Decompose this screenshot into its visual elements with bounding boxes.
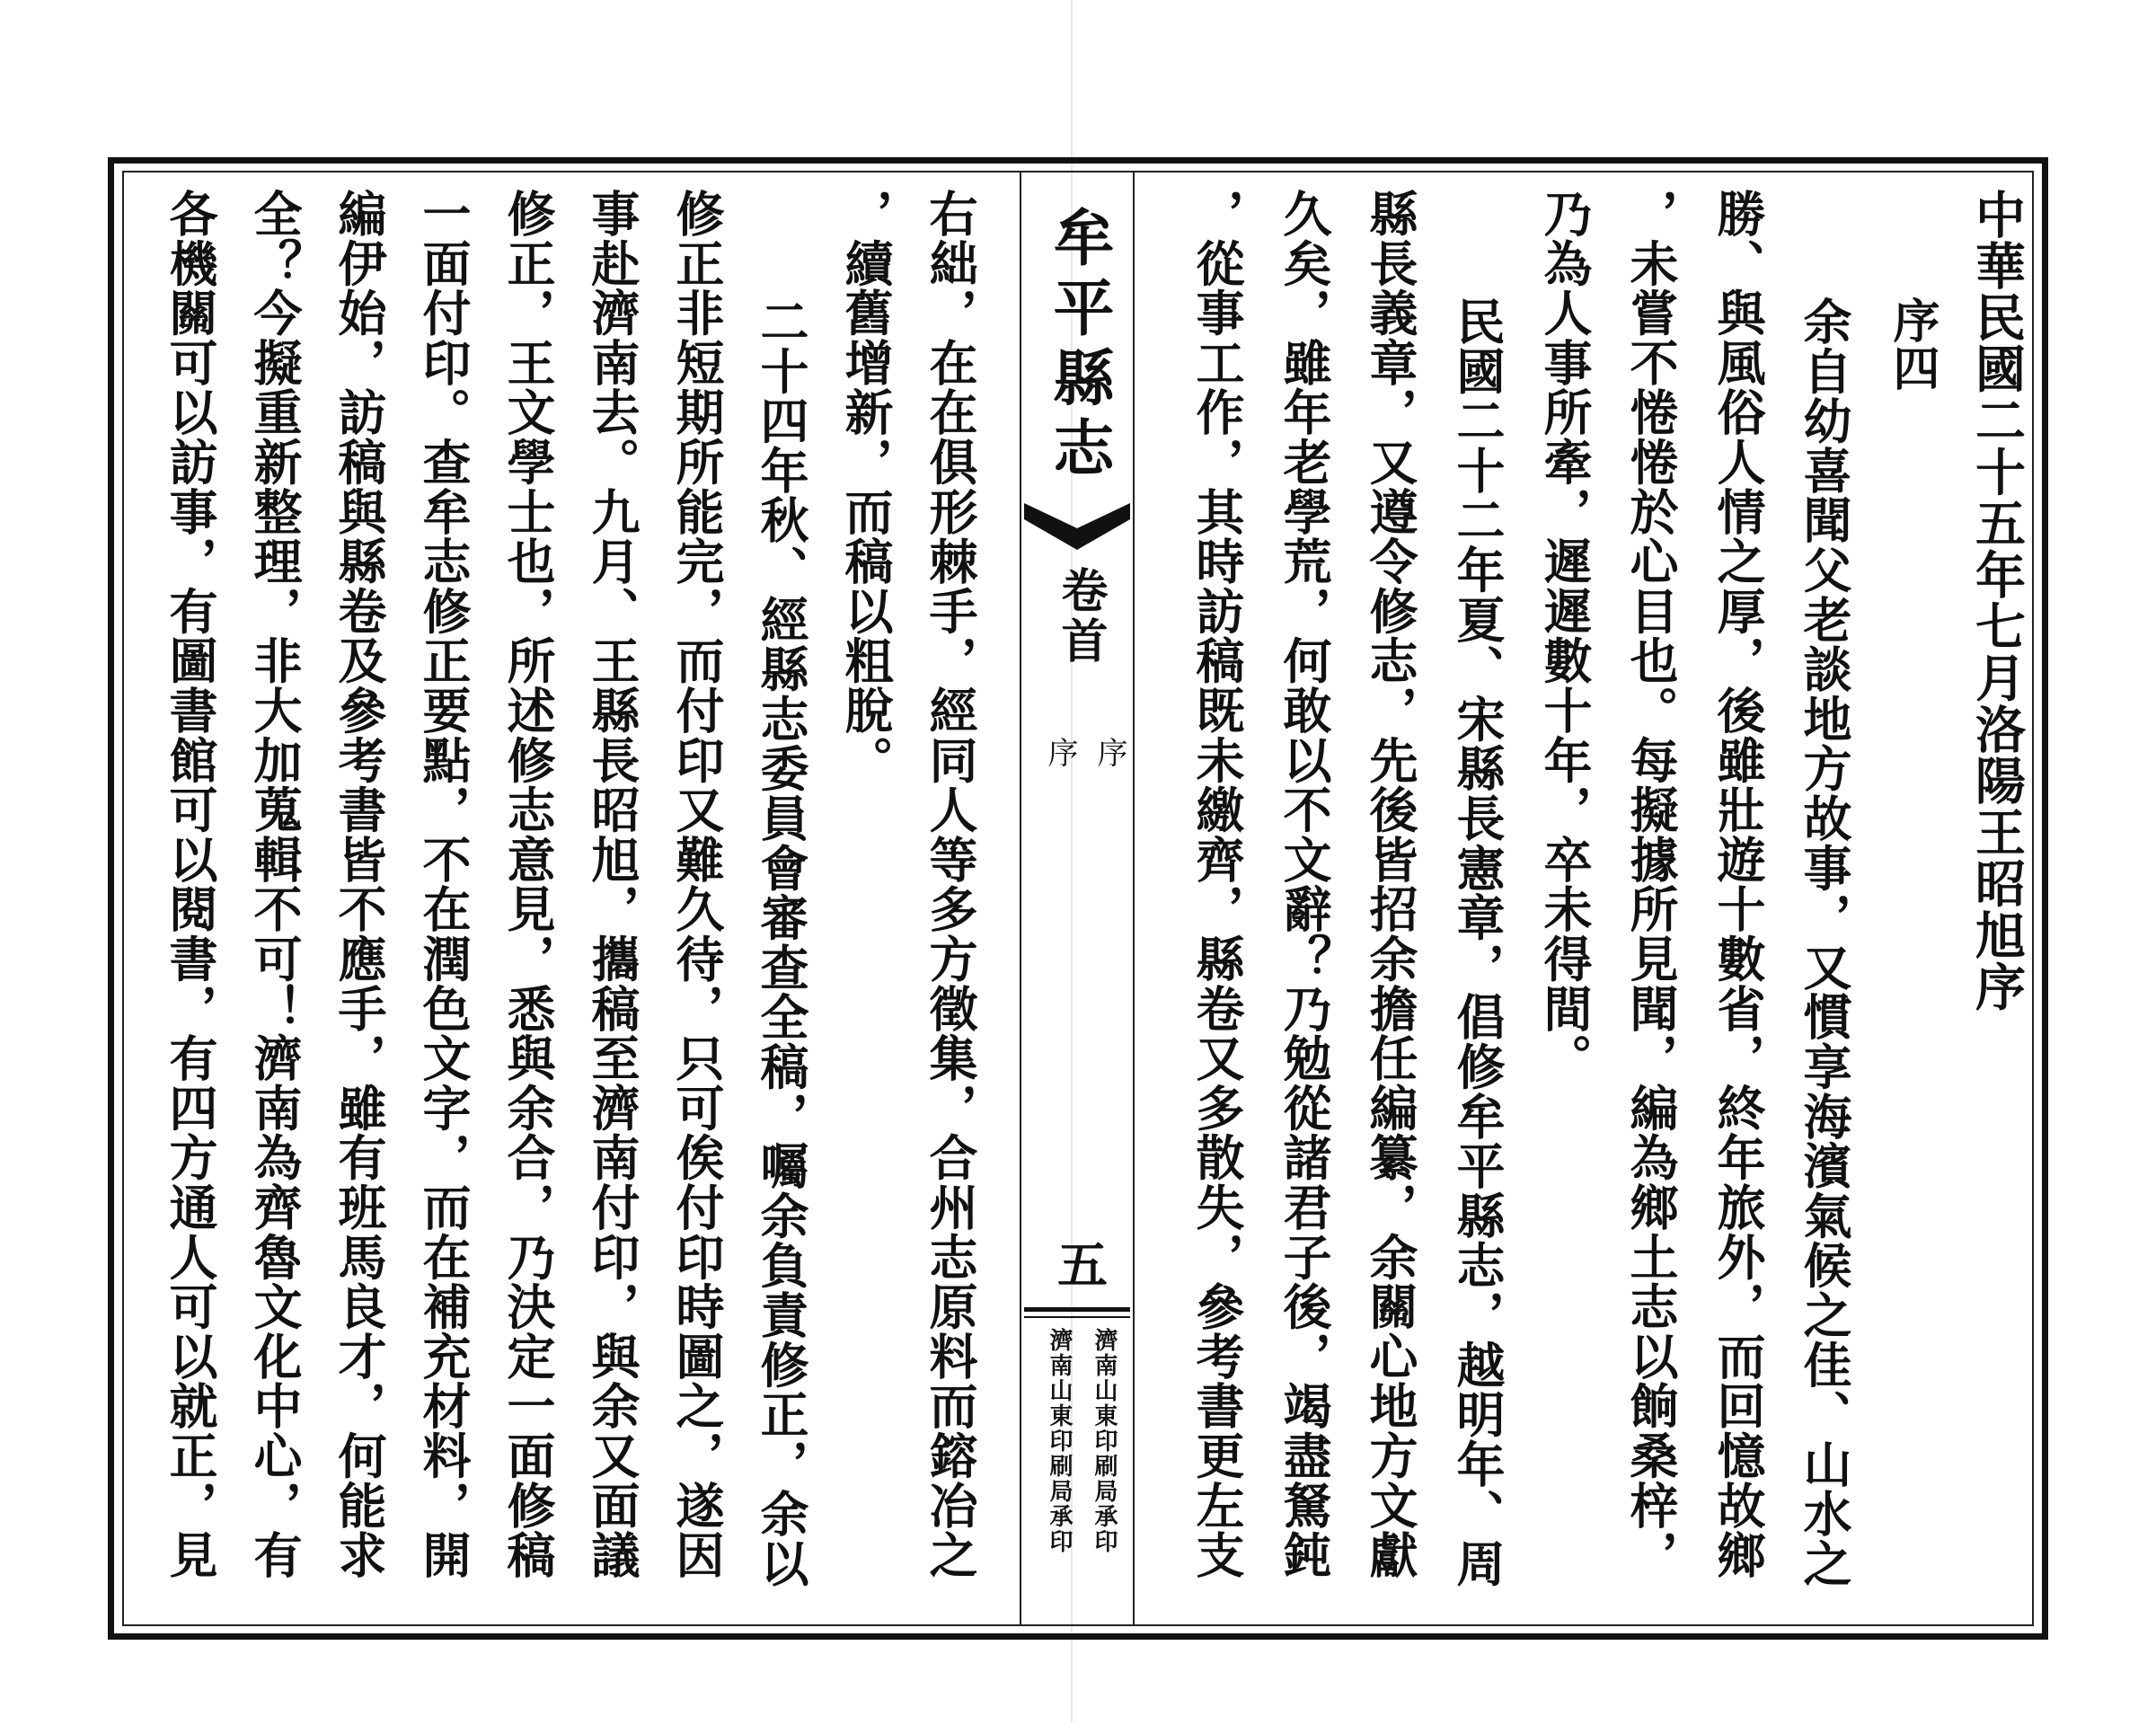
text-line: 右絀，在在俱形棘手，經同人等多方徵集，合州志原料而鎔冶之 [922, 189, 979, 1580]
preface-title-line: 中華民國二十五年七月洛陽王昭旭序 [1967, 189, 2027, 1013]
text-line: 修正，王文學士也，所述修志意見，悉與余合，乃決定一面修稿 [499, 189, 557, 1580]
text-line: 久矣，雖年老學荒，何敢以不文辭？乃勉從諸君子後，竭盡駑鈍 [1276, 189, 1333, 1580]
text-line: 全？今擬重新整理，非大加蒐輯不可！濟南為齊魯文化中心，有 [246, 189, 304, 1580]
page-number: 五 [1057, 1236, 1108, 1296]
section-label: 序 [1091, 737, 1127, 780]
text-line: 余自幼喜聞父老談地方故事，又慣享海濱氣候之佳、山水之 [1796, 296, 1853, 1588]
text-line: ，續舊增新，而稿以粗脫。 [837, 189, 895, 785]
text-line: 二十四年秋、經縣志委員會審查全稿，囑余負責修正，余以 [753, 296, 810, 1588]
text-line: 勝、與風俗人情之厚，後雖壯遊十數省，終年旅外，而回憶故鄉 [1710, 189, 1767, 1580]
text-line: 各機關可以訪事，有圖書館可以閱書，有四方通人可以就正，見 [162, 189, 219, 1580]
text-line: 一面付印。查牟志修正要點，不在潤色文字，而在補充材料，開 [415, 189, 473, 1580]
text-line: 編伊始，訪稿與縣卷及參考書皆不應手，雖有班馬良才，何能求 [331, 189, 388, 1580]
preface-heading: 序四 [1885, 296, 1940, 393]
text-line: 縣長義章，又遵令修志，先後皆招余擔任編纂，余關心地方文獻 [1362, 189, 1419, 1580]
printer-imprint: 濟南山東印刷局承印 [1091, 1328, 1118, 1554]
text-line: 事赴濟南去。九月、王縣長昭旭，攜稿至濟南付印，與余又面議 [584, 189, 641, 1580]
text-line: 修正非短期所能完，而付印又難久待，只可俟付印時圖之，遂因 [668, 189, 726, 1580]
section-label: 序 [1042, 737, 1078, 780]
divider [1024, 1316, 1130, 1318]
book-title: 牟平縣志 [1043, 206, 1115, 486]
fish-tail-ornament [1024, 503, 1130, 557]
divider [1024, 1307, 1130, 1312]
volume-label: 卷首 [1053, 566, 1108, 667]
text-line: 民國二十二年夏、宋縣長憲章，倡修牟平縣志，越明年、周 [1449, 296, 1507, 1588]
text-line: ，從事工作，其時訪稿既未繳齊，縣卷又多散失，參考書更左支 [1188, 189, 1246, 1580]
text-line: ，未嘗不惓惓於心目也。每擬據所見聞，編為鄉土志以餉桑梓， [1622, 189, 1680, 1580]
text-line: 乃為人事所牽，遲遲數十年，卒未得間。 [1536, 189, 1594, 1084]
printer-imprint: 濟南山東印刷局承印 [1046, 1328, 1073, 1554]
